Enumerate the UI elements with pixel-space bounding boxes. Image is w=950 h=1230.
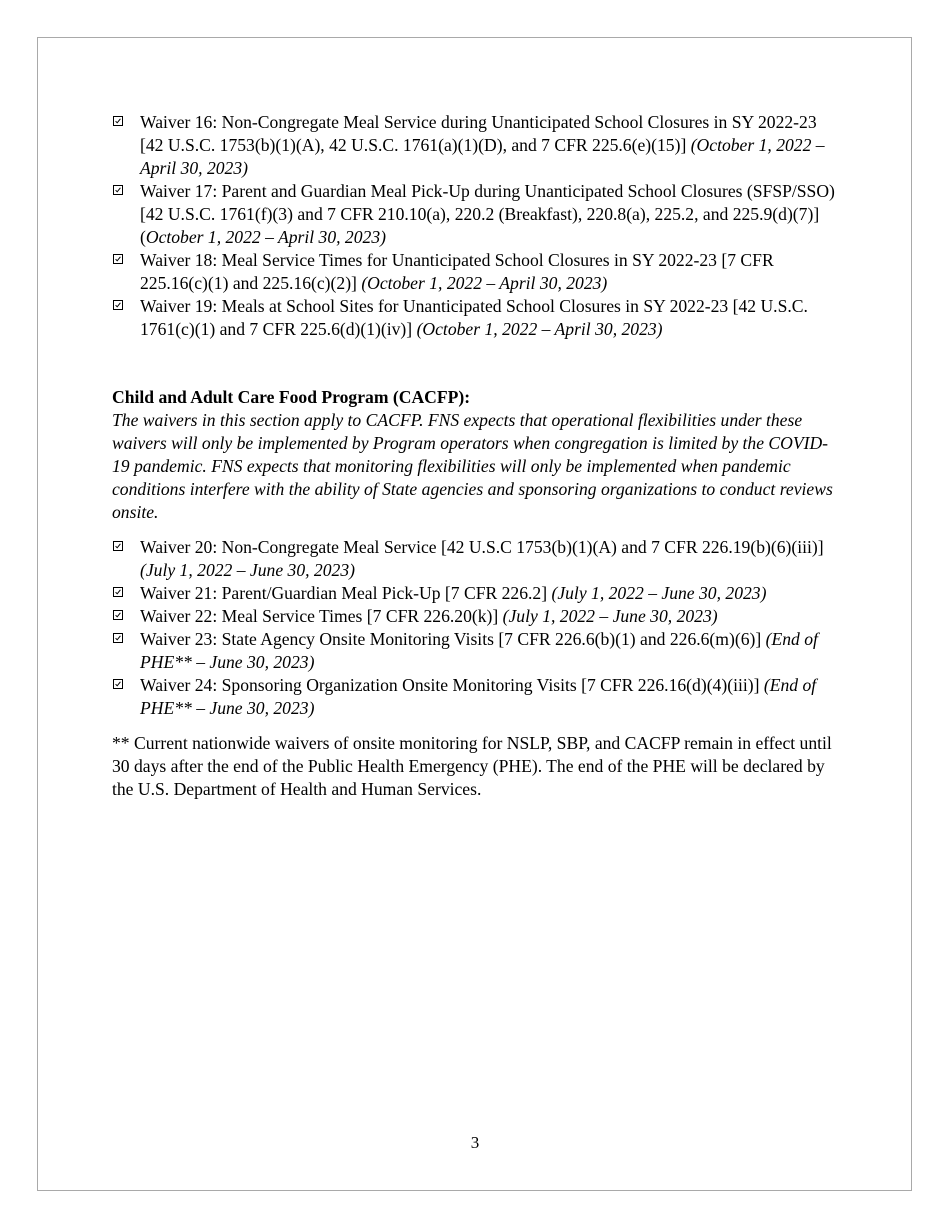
section-intro: The waivers in this section apply to CACFP. FNS expects that operational flexibilities under these waivers will only be implemented by Program operators when congregation is limited by the COVID-19 pandemic. FNS expects that monitoring flexibilities will only be implemented when pandemic conditions interfere with the ability of State agencies and sponsoring organizations to conduct reviews onsite. xyxy=(112,410,833,522)
page-number: 3 xyxy=(470,1133,480,1152)
waiver-text: Waiver 19: Meals at School Sites for Unanticipated School Closures in SY 2022-23 [42 U.S.C. 1761(c)(1) and 7 CFR 225.6(d)(1)(iv)] xyxy=(140,296,808,339)
checked-box-icon xyxy=(113,300,123,310)
waiver-text: Waiver 23: State Agency Onsite Monitoring Visits [7 CFR 226.6(b)(1) and 226.6(m)(6)] xyxy=(140,629,766,649)
waiver-item xyxy=(112,249,842,295)
cacfp-waiver-list xyxy=(112,536,842,720)
waiver-item xyxy=(112,111,842,180)
waiver-item xyxy=(112,674,842,720)
checked-box-icon xyxy=(113,633,123,643)
waiver-item xyxy=(112,536,842,582)
waiver-dates: (October 1, 2022 – April 30, 2023) xyxy=(361,273,608,293)
checked-box-icon xyxy=(113,610,123,620)
waiver-dates: (July 1, 2022 – June 30, 2023) xyxy=(140,560,355,580)
waiver-item xyxy=(112,180,842,249)
waiver-item xyxy=(112,605,842,628)
checked-box-icon xyxy=(113,116,123,126)
waiver-item xyxy=(112,295,842,341)
waiver-item xyxy=(112,628,842,674)
waiver-dates: (July 1, 2022 – June 30, 2023) xyxy=(502,606,718,626)
waiver-text: Waiver 16: Non-Congregate Meal Service during Unanticipated School Closures in SY 2022-23 [42 U.S.C. 1753(b)(1)(A), 42 U.S.C. 1761(a)(1)(D), and 7 CFR 225.6(e)(15)] xyxy=(140,112,817,155)
summer-waiver-list xyxy=(112,111,842,341)
waiver-dates: October 1, 2022 – April 30, 2023) xyxy=(145,227,386,247)
waiver-dates: (End of PHE** – June 30, 2023) xyxy=(140,675,817,718)
waiver-text: Waiver 20: Non-Congregate Meal Service [42 U.S.C 1753(b)(1)(A) and 7 CFR 226.19(b)(6)(iii)] xyxy=(140,537,824,557)
waiver-text: Waiver 22: Meal Service Times [7 CFR 226.20(k)] xyxy=(140,606,503,626)
checked-box-icon xyxy=(113,541,123,551)
checked-box-icon xyxy=(113,679,123,689)
checked-box-icon xyxy=(113,185,123,195)
document-body xyxy=(112,111,842,801)
waiver-item xyxy=(112,582,842,605)
waiver-text: Waiver 24: Sponsoring Organization Onsite Monitoring Visits [7 CFR 226.16(d)(4)(iii)] xyxy=(140,675,764,695)
checked-box-icon xyxy=(113,254,123,264)
waiver-text: Waiver 21: Parent/Guardian Meal Pick-Up [7 CFR 226.2] xyxy=(140,583,552,603)
checked-box-icon xyxy=(113,587,123,597)
waiver-dates: (October 1, 2022 – April 30, 2023) xyxy=(140,135,825,178)
waiver-dates-prefix: ( xyxy=(140,227,146,247)
section-heading: Child and Adult Care Food Program (CACFP): xyxy=(112,387,471,407)
footnote: ** Current nationwide waivers of onsite monitoring for NSLP, SBP, and CACFP remain in effect until 30 days after the end of the Public Health Emergency (PHE). The end of the PHE will be declared by the U.S. Department of Health and Human Services. xyxy=(112,733,832,799)
waiver-dates: (October 1, 2022 – April 30, 2023) xyxy=(416,319,663,339)
waiver-text: Waiver 17: Parent and Guardian Meal Pick-Up during Unanticipated School Closures (SFSP/SSO) [42 U.S.C. 1761(f)(3) and 7 CFR 210.10(a), 220.2 (Breakfast), 220.8(a), 225.2, and 225.9(d)(7)] xyxy=(140,181,835,224)
waiver-dates: (End of PHE** – June 30, 2023) xyxy=(140,629,818,672)
section-spacer xyxy=(112,341,842,386)
waiver-dates: (July 1, 2022 – June 30, 2023) xyxy=(551,583,767,603)
waiver-text: Waiver 18: Meal Service Times for Unanticipated School Closures in SY 2022-23 [7 CFR 225.16(c)(1) and 225.16(c)(2)] xyxy=(140,250,774,293)
